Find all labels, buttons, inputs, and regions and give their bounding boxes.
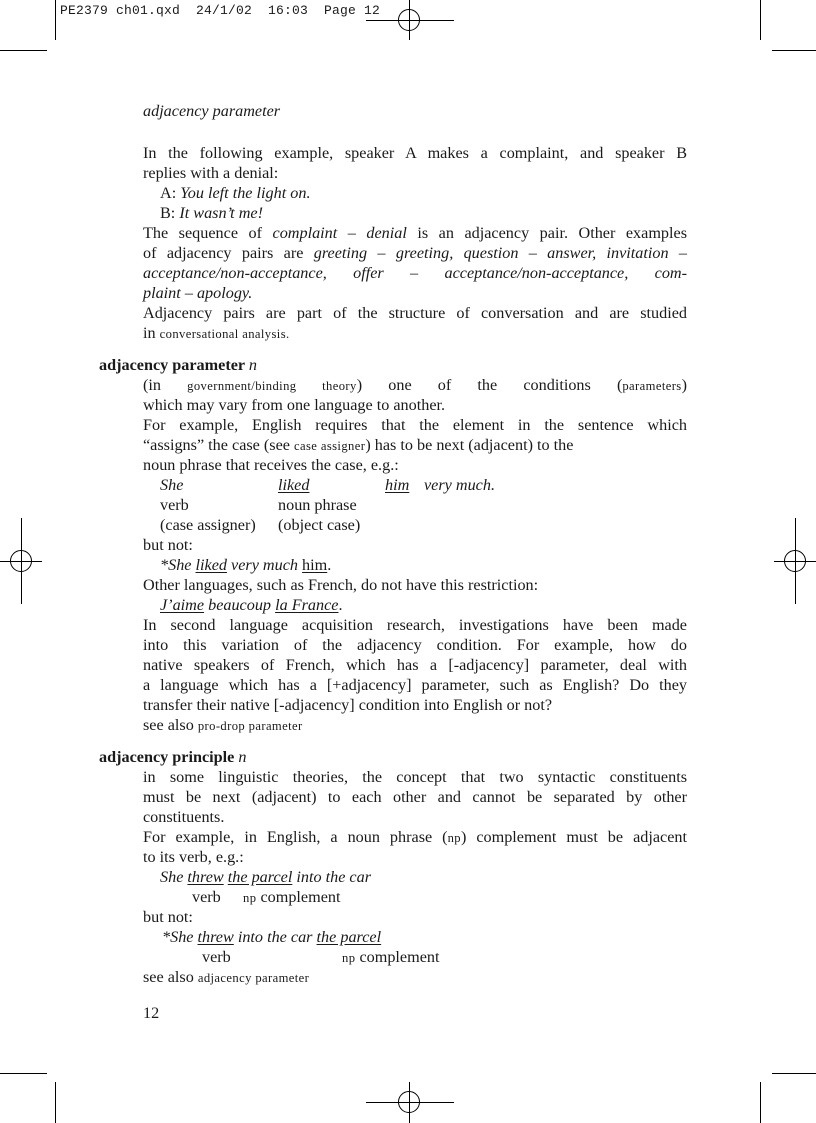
gloss-label: complement — [260, 888, 341, 906]
paragraph-line: a language which has a [+adjacency] parameter, such as English? Do they — [143, 676, 687, 694]
registration-mark-top — [366, 0, 454, 40]
gloss-word: threw — [197, 928, 234, 946]
cross-reference: government/binding theory — [187, 379, 357, 393]
definition-line — [143, 375, 687, 396]
speaker-label: B: — [160, 204, 176, 222]
text-run: “assigns” the case (see — [143, 436, 290, 454]
paragraph-line: replies with a denial: — [143, 164, 279, 182]
paragraph-line: to its verb, e.g.: — [143, 848, 244, 866]
paragraph-line — [143, 323, 290, 344]
gloss-word: into the car — [296, 868, 372, 886]
paragraph-line: into this variation of the adjacency condition. For example, how do — [143, 636, 687, 654]
text-run: see also — [143, 968, 194, 986]
see-also — [143, 715, 303, 736]
gloss-label: noun phrase — [278, 496, 357, 514]
cross-reference: parameters — [622, 379, 682, 393]
bad-example — [160, 555, 331, 575]
gloss-word: into the car — [237, 928, 313, 946]
paragraph-line: noun phrase that receives the case, e.g.: — [143, 456, 399, 474]
paragraph-line: Other languages, such as French, do not have this restriction: — [143, 576, 539, 594]
paragraph-line — [143, 223, 687, 243]
gloss-word: threw — [187, 868, 224, 886]
paragraph-line: transfer their native [-adjacency] condition into English or not? — [143, 696, 553, 714]
paragraph-line — [143, 435, 573, 456]
crop-mark — [0, 50, 47, 51]
crop-mark — [772, 1073, 816, 1074]
text-run: ) — [681, 376, 687, 394]
text-run: of adjacency pairs are — [143, 244, 304, 262]
text-run: (in — [143, 376, 161, 394]
paragraph-line: but not: — [143, 536, 193, 554]
gloss-word: *She — [160, 556, 192, 574]
part-of-speech: n — [248, 356, 257, 374]
crop-mark — [760, 1082, 761, 1123]
registration-mark-right — [774, 518, 816, 604]
gloss-word: liked — [195, 556, 227, 574]
cross-reference: conversational analysis. — [159, 327, 290, 341]
gloss-word: She — [160, 868, 184, 886]
definition-line: constituents. — [143, 808, 225, 826]
definition-line: which may vary from one language to another. — [143, 396, 446, 414]
part-of-speech: n — [238, 748, 247, 766]
gloss-word: liked — [278, 476, 310, 494]
punctuation: . — [338, 596, 343, 614]
paragraph-line: acceptance/non-acceptance, offer – acceptance/non-acceptance, com- — [143, 264, 687, 282]
entry-headword — [99, 747, 246, 767]
paragraph-line — [143, 827, 687, 848]
see-also — [143, 967, 309, 988]
text-run: ) has to be next (adjacent) to the — [365, 436, 574, 454]
french-example — [160, 595, 343, 615]
crop-mark — [55, 0, 56, 40]
cross-reference: pro-drop parameter — [197, 719, 303, 733]
text-run: is an adjacency pair. Other examples — [417, 224, 688, 242]
gloss-word: him — [302, 556, 328, 574]
cross-reference: np — [447, 831, 461, 845]
cross-reference: adjacency parameter — [197, 971, 310, 985]
headword-text: adjacency principle — [99, 748, 235, 766]
paragraph-line: native speakers of French, which has a [-adjacency] parameter, deal with — [143, 656, 687, 674]
gloss-label: verb — [202, 948, 231, 966]
gloss-label: (case assigner) — [160, 516, 256, 534]
crop-mark — [0, 1073, 47, 1074]
cross-reference: case assigner — [294, 439, 366, 453]
example-a — [160, 183, 311, 203]
gloss-label: np — [243, 891, 257, 905]
text-run: ) complement must be adjacent — [460, 828, 687, 846]
crop-mark — [772, 50, 816, 51]
term: complaint – denial — [272, 224, 407, 242]
gloss-label: verb — [160, 496, 189, 514]
gloss-word: very much — [231, 556, 298, 574]
gloss-word: J’aime — [160, 596, 205, 614]
gloss-word: very much. — [424, 476, 496, 494]
registration-mark-left — [0, 518, 42, 604]
text-run: in — [143, 324, 156, 342]
gloss-label: np — [342, 951, 356, 965]
example-text: You left the light on. — [180, 184, 311, 202]
gloss-word: him — [385, 476, 410, 494]
text-run: see also — [143, 716, 194, 734]
gloss-word: beaucoup — [208, 596, 272, 614]
paragraph-line: For example, English requires that the element in the sentence which — [143, 416, 687, 434]
definition-line: in some linguistic theories, the concept that two syntactic constituents — [143, 768, 687, 786]
gloss-label: (object case) — [278, 516, 361, 534]
gloss-word: the parcel — [316, 928, 382, 946]
headword-text: adjacency parameter — [99, 356, 245, 374]
text-run: For example, in English, a noun phrase ( — [143, 828, 448, 846]
example-text: It wasn’t me! — [179, 204, 263, 222]
paragraph-line: but not: — [143, 908, 193, 926]
definition-line: must be next (adjacent) to each other and cannot be separated by other — [143, 788, 687, 806]
paragraph-line: In the following example, speaker A makes a complaint, and speaker B — [143, 144, 687, 162]
bad-example — [162, 927, 381, 947]
gloss-word: She — [160, 476, 184, 494]
printer-slug: PE2379 ch01.qxd 24/1/02 16:03 Page 12 — [60, 3, 381, 18]
good-example — [160, 867, 371, 887]
registration-mark-bottom — [366, 1082, 454, 1123]
example-b — [160, 203, 263, 223]
paragraph-line: Adjacency pairs are part of the structure of conversation and are studied — [143, 304, 687, 322]
paragraph-line: plaint – apology. — [143, 284, 253, 302]
paragraph-line — [143, 243, 687, 263]
crop-mark — [55, 1082, 56, 1123]
punctuation: . — [327, 556, 332, 574]
gloss-label: complement — [359, 948, 440, 966]
paragraph-line: In second language acquisition research, investigations have been made — [143, 616, 687, 634]
entry-headword — [99, 355, 257, 375]
gloss-label: verb — [192, 888, 221, 906]
crop-mark — [760, 0, 761, 40]
text-run: The sequence of — [143, 224, 262, 242]
gloss-word: *She — [162, 928, 194, 946]
term: greeting – greeting, question – answer, invitation – — [313, 244, 688, 262]
running-head: adjacency parameter — [143, 102, 281, 120]
gloss-word: la France — [275, 596, 339, 614]
gloss-word: the parcel — [227, 868, 293, 886]
page-number: 12 — [143, 1004, 160, 1022]
speaker-label: A: — [160, 184, 177, 202]
text-run: ) one of the conditions ( — [356, 376, 623, 394]
